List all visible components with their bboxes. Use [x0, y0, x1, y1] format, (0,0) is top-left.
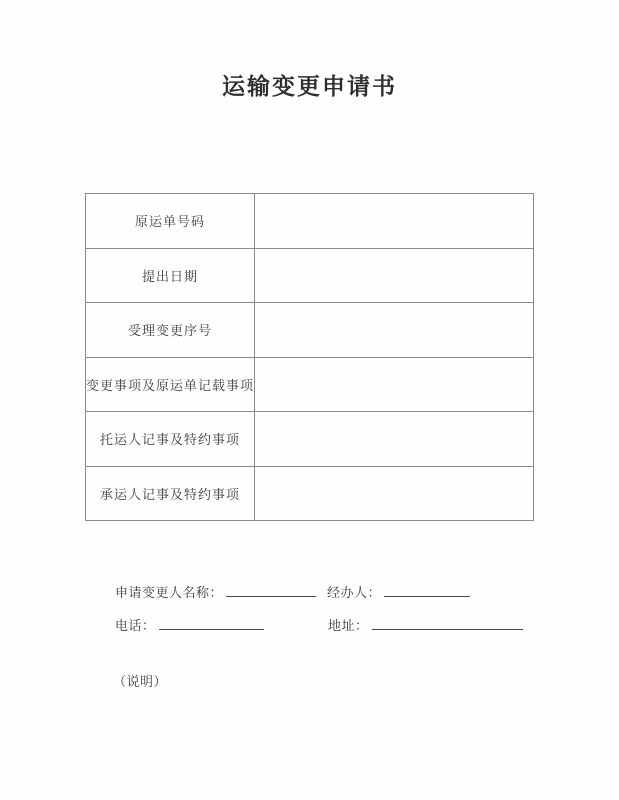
table-row [86, 466, 534, 521]
row-value-carrier-notes[interactable] [255, 466, 534, 521]
row-label-carrier-notes: 承运人记事及特约事项 [86, 466, 255, 521]
phone-label: 电话： [115, 618, 156, 633]
table-row [86, 303, 534, 358]
table-row [86, 194, 534, 249]
table-row [86, 248, 534, 303]
address-label: 地址： [328, 618, 369, 633]
handler-blank[interactable] [384, 583, 470, 597]
table-row [86, 357, 534, 412]
row-value-shipper-notes[interactable] [255, 412, 534, 467]
address-blank[interactable] [372, 616, 523, 630]
row-value-change-serial-number[interactable] [255, 303, 534, 358]
form-title: 运输变更申请书 [222, 74, 397, 99]
note-label: （说明） [113, 674, 168, 689]
applicant-name-blank[interactable] [226, 583, 316, 597]
row-label-submission-date: 提出日期 [86, 248, 255, 303]
row-value-original-waybill-number[interactable] [255, 194, 534, 249]
row-label-change-serial-number: 受理变更序号 [86, 303, 255, 358]
row-label-original-waybill-number: 原运单号码 [86, 194, 255, 249]
row-value-submission-date[interactable] [255, 248, 534, 303]
applicant-name-field [115, 582, 316, 601]
row-label-shipper-notes: 托运人记事及特约事项 [86, 412, 255, 467]
applicant-name-label: 申请变更人名称： [115, 585, 224, 600]
form-table [85, 193, 534, 521]
row-label-change-items: 变更事项及原运单记载事项 [86, 357, 255, 412]
address-field [328, 615, 523, 634]
row-value-change-items[interactable] [255, 357, 534, 412]
handler-label: 经办人： [327, 585, 382, 600]
phone-blank[interactable] [159, 616, 264, 630]
table-row [86, 412, 534, 467]
handler-field [327, 582, 470, 601]
phone-field [115, 615, 264, 634]
